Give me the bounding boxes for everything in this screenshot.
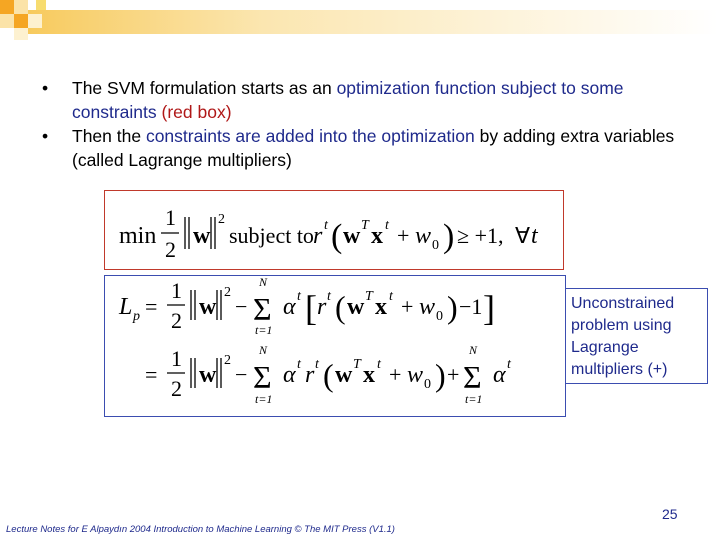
svg-text:(: (: [335, 289, 346, 325]
bullet-marker: •: [42, 78, 49, 98]
footer-citation: Lecture Notes for E Alpaydın 2004 Introduction to Machine Learning © The MIT Press (V1.1): [6, 524, 395, 535]
svg-text:2: 2: [165, 237, 176, 262]
bullet-item-2: • Then the constraints are added into the optimization by adding extra variables (called Lagrange multipliers): [42, 126, 675, 170]
svg-text:Σ: Σ: [463, 359, 482, 395]
svg-text:∀: ∀: [515, 223, 531, 248]
svg-text:Σ: Σ: [253, 359, 272, 395]
svg-text:): ): [435, 357, 446, 393]
svg-text:w: w: [335, 362, 353, 388]
svg-text:min: min: [119, 223, 157, 249]
svg-text:1: 1: [171, 346, 182, 371]
primal-formula-box: [104, 190, 564, 270]
svg-text:N: N: [259, 343, 268, 357]
bullet-text: The SVM formulation starts as an: [72, 78, 337, 98]
svg-text:): ): [447, 289, 458, 325]
highlight-optimization: optimization function subject to some constraints: [72, 78, 624, 122]
svg-text:t: t: [531, 223, 538, 249]
svg-text:w: w: [199, 294, 217, 320]
svg-text:−: −: [235, 294, 248, 319]
svg-text:−1: −1: [459, 294, 483, 319]
highlight-red-box: (red box): [161, 102, 232, 122]
svg-text:1: 1: [171, 278, 182, 303]
svg-text:t: t: [327, 289, 331, 304]
svg-text:L: L: [119, 294, 133, 320]
svg-text:x: x: [371, 223, 383, 249]
svg-text:t: t: [377, 357, 381, 372]
side-note-text: Unconstrained problem using Lagrange multipliers (+): [571, 295, 675, 378]
side-note-box: [565, 288, 708, 384]
lagrangian-formula-box: [104, 275, 566, 417]
svg-text:t: t: [389, 289, 393, 304]
bullet-item-1: [40, 76, 690, 124]
svg-text:N: N: [259, 276, 268, 289]
svg-text:≥ +1,: ≥ +1,: [457, 223, 504, 248]
svg-text:(: (: [331, 218, 343, 255]
svg-text:w: w: [407, 362, 424, 388]
svg-text:w: w: [415, 223, 432, 249]
svg-text:0: 0: [432, 238, 439, 253]
svg-text:2: 2: [218, 212, 225, 227]
svg-text:2: 2: [171, 376, 182, 401]
svg-text:r: r: [313, 223, 323, 249]
svg-text:p: p: [133, 309, 140, 324]
svg-text:+: +: [401, 294, 414, 319]
svg-text:1: 1: [165, 205, 176, 230]
svg-text:0: 0: [436, 309, 443, 324]
svg-text:−: −: [235, 362, 248, 387]
svg-text:N: N: [469, 343, 478, 357]
svg-text:α: α: [283, 362, 296, 388]
bullet-text: Then the: [72, 126, 146, 146]
svg-text:r: r: [317, 294, 327, 320]
svg-text:]: ]: [483, 288, 495, 328]
svg-text:=: =: [145, 294, 158, 319]
svg-text:+: +: [389, 362, 402, 387]
svg-text:w: w: [419, 294, 436, 320]
svg-text:): ): [443, 218, 455, 255]
svg-text:t: t: [297, 289, 301, 304]
svg-text:t=1: t=1: [255, 323, 273, 337]
page-number: 25: [662, 506, 678, 522]
primal-formula: [105, 191, 563, 269]
svg-text:[: [: [305, 288, 317, 328]
svg-text:t: t: [297, 357, 301, 372]
svg-text:+: +: [447, 362, 460, 387]
svg-text:T: T: [361, 218, 369, 233]
svg-text:T: T: [365, 289, 373, 304]
svg-text:(: (: [323, 357, 334, 393]
svg-text:0: 0: [424, 377, 431, 392]
svg-text:2: 2: [224, 353, 231, 368]
svg-text:T: T: [353, 357, 361, 372]
svg-text:w: w: [347, 294, 365, 320]
bullet-list: [40, 76, 690, 172]
svg-text:Σ: Σ: [253, 291, 272, 327]
svg-text:+: +: [397, 223, 410, 248]
header-gradient-band: [0, 0, 720, 40]
svg-text:t=1: t=1: [255, 392, 273, 406]
header-decoration: [0, 0, 720, 40]
svg-text:t=1: t=1: [465, 392, 483, 406]
svg-text:r: r: [305, 362, 315, 388]
svg-text:w: w: [343, 223, 361, 249]
svg-text:w: w: [199, 362, 217, 388]
svg-text:x: x: [375, 294, 387, 320]
lagrangian-formula: [105, 276, 565, 416]
svg-text:t: t: [324, 218, 328, 233]
bullet-marker: •: [42, 126, 49, 146]
svg-text:2: 2: [224, 285, 231, 300]
svg-text:t: t: [385, 218, 389, 233]
svg-text:2: 2: [171, 308, 182, 333]
svg-text:α: α: [283, 294, 296, 320]
svg-text:t: t: [507, 357, 511, 372]
svg-text:α: α: [493, 362, 506, 388]
svg-text:t: t: [315, 357, 319, 372]
svg-text:w: w: [193, 223, 211, 249]
svg-text:subject to: subject to: [229, 223, 314, 248]
highlight-constraints: constraints are added into the optimization: [145, 126, 475, 146]
svg-text:=: =: [145, 362, 158, 387]
svg-text:x: x: [363, 362, 375, 388]
